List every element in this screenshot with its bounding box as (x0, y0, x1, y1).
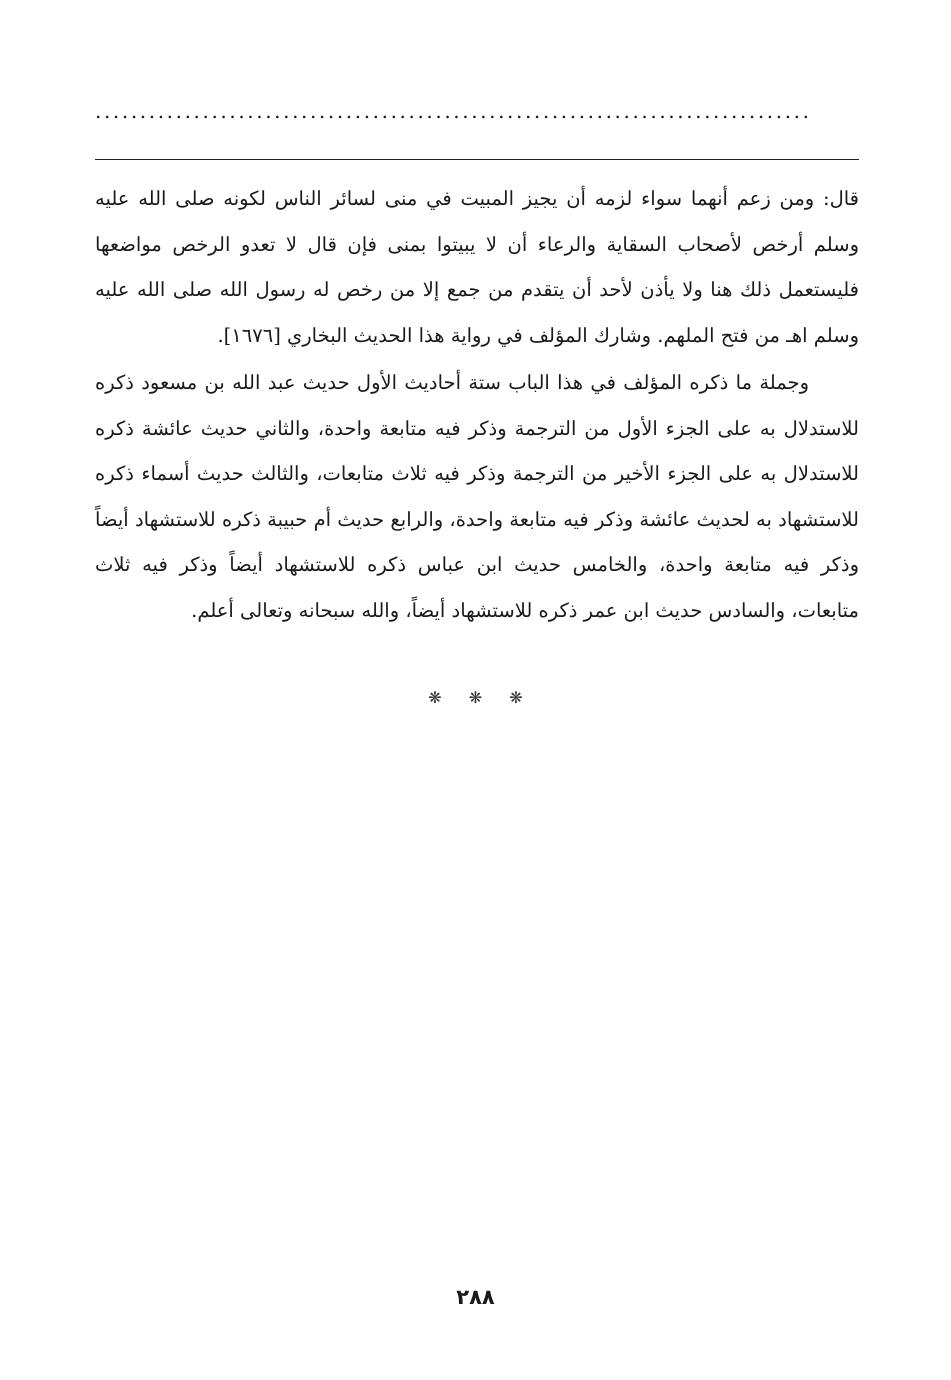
section-divider-stars: ❋ ❋ ❋ (428, 688, 523, 707)
footnote-continuation: قال: ومن زعم أنهما سواء لزمه أن يجيز المبيت في منى لسائر الناس لكونه صلى الله عليه وسلم أرخص لأصحاب السقاية والرعاء أن لا يبيتوا بمنى فإن قال لا تعدو الرخص مواضعها فليستعمل ذلك هنا ولا يأذن لأحد أن يتقدم من جمع إلا من رخص له رسول الله صلى الله عليه وسلم اهـ من فتح الملهم. وشارك المؤلف في رواية هذا الحديث البخاري [١٦٧٦]. (95, 187, 859, 347)
page-number: ٢٨٨ (456, 1285, 495, 1309)
summary-paragraph: وجملة ما ذكره المؤلف في هذا الباب ستة أحاديث الأول حديث عبد الله بن مسعود ذكره للاستدلال به على الجزء الأول من الترجمة وذكر فيه متابعة واحدة، والثاني حديث عائشة ذكره للاستدلال به على الجزء الأخير من الترجمة وذكر فيه ثلاث متابعات، والثالث حديث أسماء ذكره للاستشهاد به لحديث عائشة وذكر فيه متابعة واحدة، والرابع حديث أم حبيبة ذكره للاستشهاد أيضاً وذكر فيه متابعة واحدة، والخامس حديث ابن عباس ذكره للاستشهاد أيضاً وذكر فيه ثلاث متابعات، والسادس حديث ابن عمر ذكره للاستشهاد أيضاً، والله سبحانه وتعالى أعلم. (95, 371, 859, 622)
separator-dots: ................................................................................ (95, 99, 812, 123)
horizontal-rule (95, 159, 859, 160)
page-body (95, 176, 859, 633)
